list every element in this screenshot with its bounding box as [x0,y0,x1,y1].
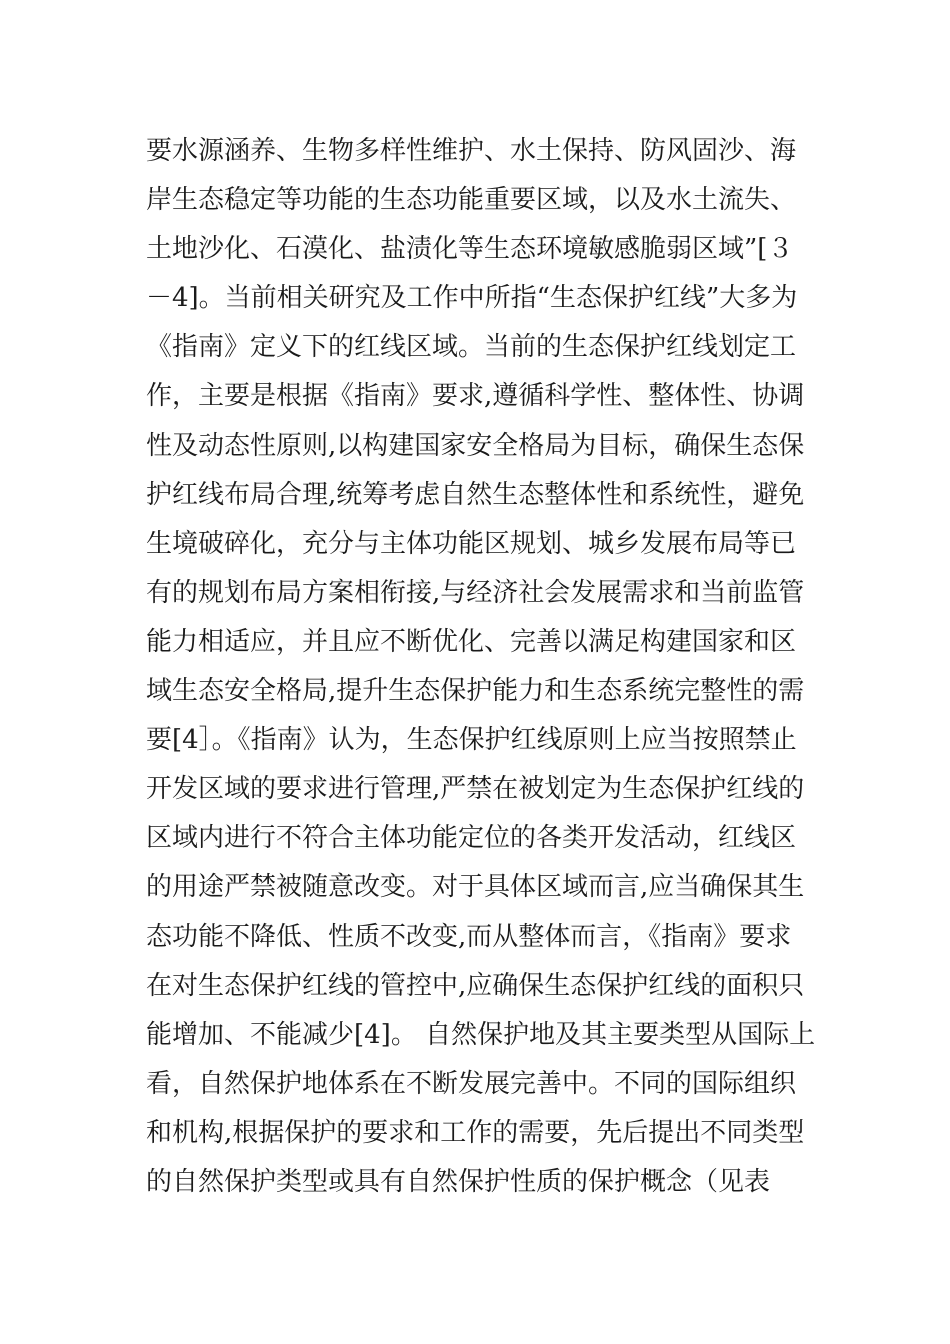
text-line: 区域内进行不符合主体功能定位的各类开发活动，红线区 [146,823,797,854]
text-line: 能增加、不能减少[4]。 自然保护地及其主要类型从国际上 [146,1019,816,1050]
text-line: 在对生态保护红线的管控中,应确保生态保护红线的面积只 [146,970,805,1001]
text-line: 性及动态性原则,以构建国家安全格局为目标，确保生态保 [146,430,805,461]
text-line: 护红线布局合理,统筹考虑自然生态整体性和系统性，避免 [146,479,805,510]
text-line: 要水源涵养、生物多样性维护、水土保持、防风固沙、海 [146,136,797,166]
text-line: 有的规划布局方案相衔接,与经济社会发展需求和当前监管 [146,577,805,608]
text-line: 作，主要是根据《指南》要求,遵循科学性、整体性、协调 [146,381,805,412]
text-line: 看，自然保护地体系在不断发展完善中。不同的国际组织 [146,1068,797,1099]
body-paragraph [146,127,826,1207]
text-line: 生境破碎化，充分与主体功能区规划、城乡发展布局等已 [146,528,797,559]
text-line: 和机构,根据保护的要求和工作的需要，先后提出不同类型 [146,1117,805,1148]
text-line: 开发区域的要求进行管理,严禁在被划定为生态保护红线的 [146,774,805,805]
text-line: 《指南》定义下的红线区域。当前的生态保护红线划定工 [146,332,797,363]
text-line: 域生态安全格局,提升生态保护能力和生态系统完整性的需 [146,676,805,707]
text-line: 的用途严禁被随意改变。对于具体区域而言,应当确保其生 [146,872,805,903]
text-line: 的自然保护类型或具有自然保护性质的保护概念（见表 [146,1166,771,1197]
text-line: 要[4］。《指南》认为，生态保护红线原则上应当按照禁止 [146,725,797,756]
text-line: 土地沙化、石漠化、盐渍化等生态环境敏感脆弱区域”[３ [146,234,794,265]
text-line: －4]。当前相关研究及工作中所指“生态保护红线”大多为 [146,283,798,314]
text-line: 能力相适应，并且应不断优化、完善以满足构建国家和区 [146,626,797,657]
text-line: 岸生态稳定等功能的生态功能重要区域，以及水土流失、 [146,185,797,216]
text-line: 态功能不降低、性质不改变,而从整体而言，《指南》要求 [146,921,792,952]
